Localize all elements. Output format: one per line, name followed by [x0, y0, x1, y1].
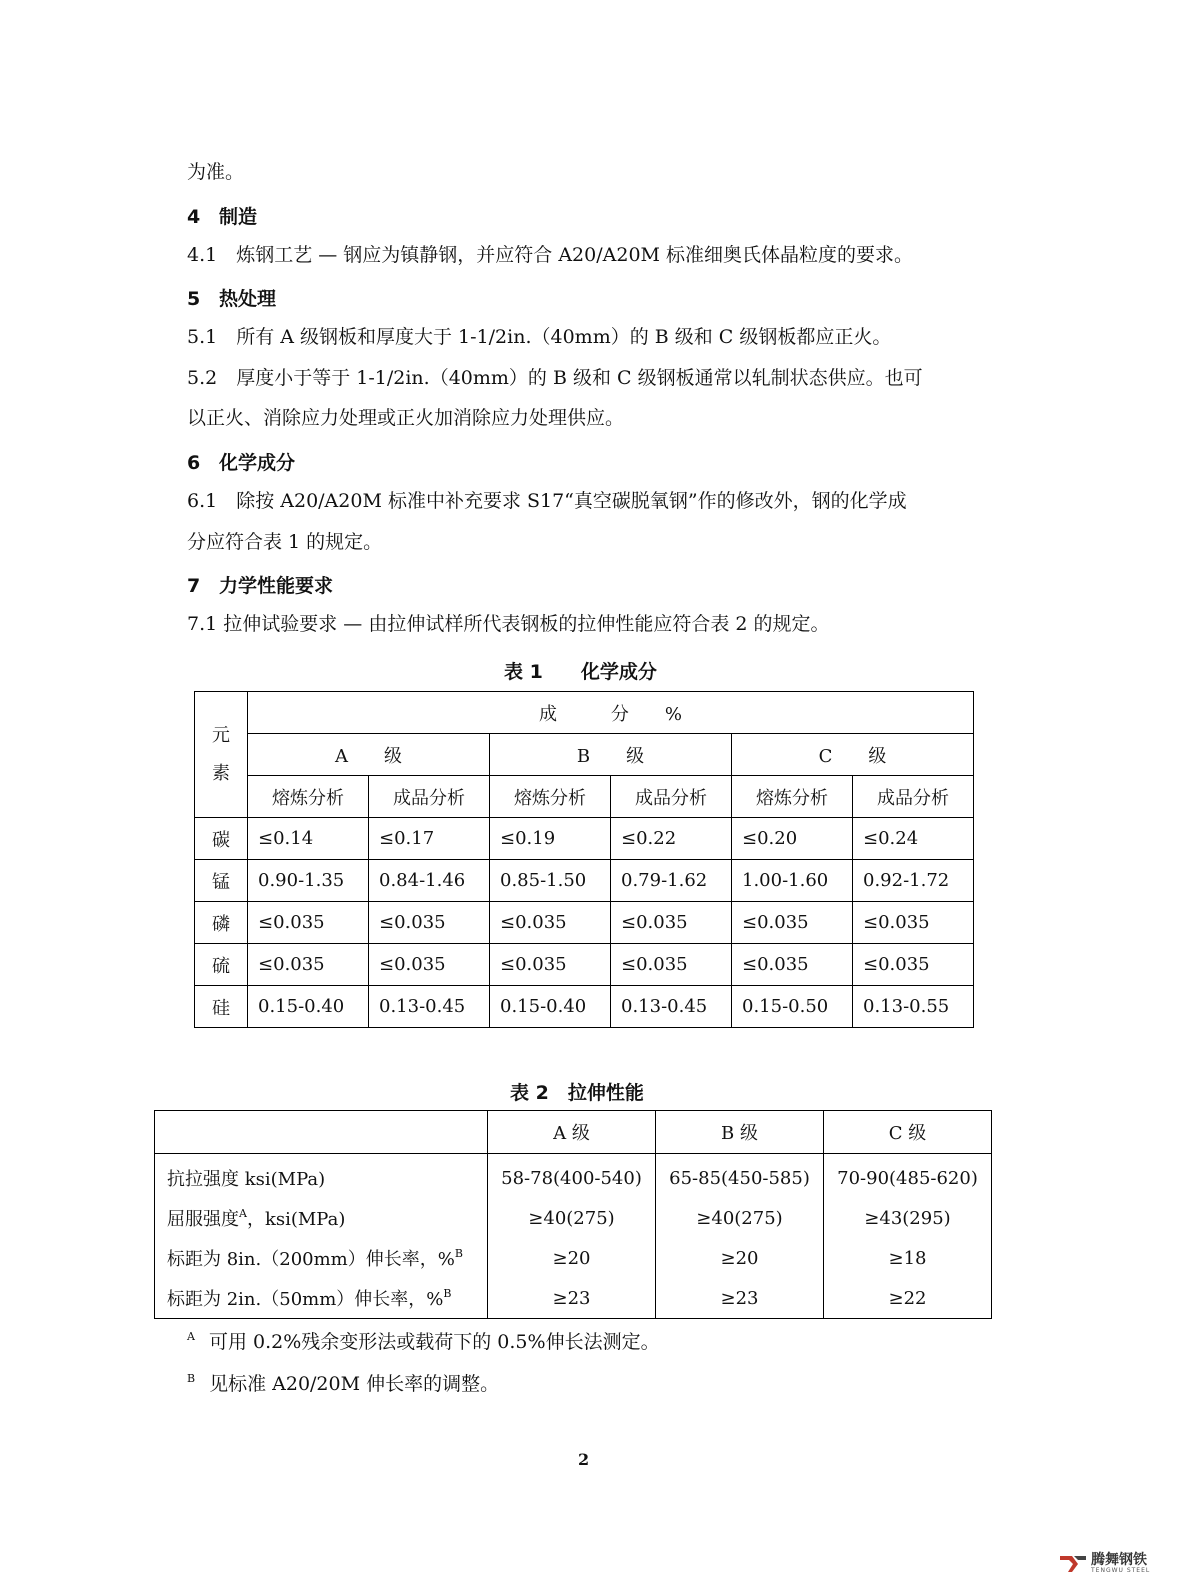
label-text: ，ksi(MPa)	[246, 1209, 346, 1230]
table-cell: ≥20	[488, 1238, 656, 1278]
table-cell: 65-85(450-585)	[656, 1154, 824, 1199]
heat-analysis-header: 熔炼分析	[248, 776, 369, 818]
product-analysis-header: 成品分析	[853, 776, 974, 818]
table-cell: ≤0.24	[853, 818, 974, 860]
table-cell: ≤0.035	[490, 944, 611, 986]
property-label	[155, 1198, 488, 1238]
logo-name: 腾舞钢铁	[1091, 1551, 1147, 1568]
table-cell: 0.90-1.35	[248, 860, 369, 902]
label-text: 标距为 2in.（50mm）伸长率，%	[167, 1289, 444, 1310]
section-title: 热处理	[219, 288, 277, 310]
grade-a-header: A 级	[488, 1111, 656, 1154]
section-number: 7	[187, 575, 201, 597]
table-cell: ≤0.035	[611, 944, 732, 986]
footnote-text: 见标准 A20/20M 伸长率的调整。	[209, 1373, 500, 1395]
table-cell: ≥20	[656, 1238, 824, 1278]
paragraph-5-2-line2: 以正火、消除应力处理或正火加消除应力处理供应。	[187, 407, 625, 429]
table-cell: ≤0.035	[853, 944, 974, 986]
table-header-empty	[155, 1111, 488, 1154]
table-cell: ≤0.14	[248, 818, 369, 860]
table-row	[195, 986, 974, 1028]
table-cell: ≥40(275)	[488, 1198, 656, 1238]
table-row	[195, 860, 974, 902]
table-cell: ≤0.035	[732, 944, 853, 986]
table-cell: ≤0.035	[611, 902, 732, 944]
table-cell: 0.15-0.50	[732, 986, 853, 1028]
table-cell: ≤0.17	[369, 818, 490, 860]
table-cell: ≤0.035	[732, 902, 853, 944]
table-cell: 1.00-1.60	[732, 860, 853, 902]
table-cell: 0.79-1.62	[611, 860, 732, 902]
heat-analysis-header: 熔炼分析	[732, 776, 853, 818]
table-cell: 0.84-1.46	[369, 860, 490, 902]
paragraph-6-1-line1: 6.1 除按 A20/A20M 标准中补充要求 S17“真空碳脱氧钢”作的修改外，钢的化学成	[187, 490, 907, 512]
table-cell: ≤0.035	[490, 902, 611, 944]
label-text: 标距为 8in.（200mm）伸长率，%	[167, 1249, 455, 1270]
footnote-marker: B	[454, 1247, 463, 1260]
composition-header: 成 分 %	[248, 692, 974, 734]
grade-b-header: B 级	[490, 734, 732, 776]
section-title: 化学成分	[219, 452, 296, 474]
product-analysis-header: 成品分析	[611, 776, 732, 818]
table-cell: 0.15-0.40	[490, 986, 611, 1028]
footnote-marker: A	[187, 1330, 195, 1343]
table-cell: ≤0.19	[490, 818, 611, 860]
table-row	[155, 1278, 992, 1319]
table-row	[195, 818, 974, 860]
label-text: 屈服强度	[167, 1209, 239, 1230]
company-logo	[1058, 1552, 1150, 1574]
page-number: 2	[578, 1450, 590, 1469]
grade-a-header: A 级	[248, 734, 490, 776]
table-cell: ≤0.22	[611, 818, 732, 860]
footnote-marker: B	[187, 1372, 196, 1385]
section-title: 制造	[219, 206, 258, 228]
footnote-marker: B	[443, 1287, 452, 1300]
table-cell: ≥23	[488, 1278, 656, 1319]
grade-b-header: B 级	[656, 1111, 824, 1154]
element-name: 硫	[195, 944, 248, 986]
table-cell: 0.13-0.45	[611, 986, 732, 1028]
table-cell: 0.13-0.55	[853, 986, 974, 1028]
table-cell: ≤0.035	[369, 944, 490, 986]
table2-caption: 表 2 拉伸性能	[510, 1082, 644, 1104]
section-number: 6	[187, 452, 201, 474]
paragraph-5-2-line1: 5.2 厚度小于等于 1-1/2in.（40mm）的 B 级和 C 级钢板通常以轧制状态供应。也可	[187, 367, 923, 389]
section-7-heading	[187, 571, 333, 598]
table-cell: 70-90(485-620)	[824, 1154, 992, 1199]
grade-c-header: C 级	[732, 734, 974, 776]
table-cell: ≤0.035	[248, 944, 369, 986]
paragraph-7-1: 7.1 拉伸试验要求 — 由拉伸试样所代表钢板的拉伸性能应符合表 2 的规定。	[187, 613, 830, 635]
table-row	[155, 1198, 992, 1238]
paragraph-6-1-line2: 分应符合表 1 的规定。	[187, 531, 383, 553]
table-cell: ≥18	[824, 1238, 992, 1278]
element-header: 元 素	[195, 692, 248, 818]
property-label	[155, 1238, 488, 1278]
table-row	[195, 944, 974, 986]
section-number: 4	[187, 206, 201, 228]
table-cell: ≤0.035	[248, 902, 369, 944]
grade-c-header: C 级	[824, 1111, 992, 1154]
table-cell: 0.85-1.50	[490, 860, 611, 902]
paragraph-4-1: 4.1 炼钢工艺 — 钢应为镇静钢，并应符合 A20/A20M 标准细奥氏体晶粒度的要求。	[187, 244, 914, 266]
table-cell: 0.15-0.40	[248, 986, 369, 1028]
table-row	[195, 902, 974, 944]
element-name: 碳	[195, 818, 248, 860]
section-title: 力学性能要求	[219, 575, 334, 597]
table1-caption: 表 1 化学成分	[504, 661, 657, 683]
property-label	[155, 1278, 488, 1319]
footnote-b	[187, 1369, 499, 1396]
footnote-text: 可用 0.2%残余变形法或载荷下的 0.5%伸长法测定。	[208, 1331, 660, 1353]
section-number: 5	[187, 288, 201, 310]
table-cell: ≥22	[824, 1278, 992, 1319]
chemical-composition-table	[194, 691, 974, 1028]
table-cell: ≤0.20	[732, 818, 853, 860]
tensile-properties-table	[154, 1110, 992, 1319]
logo-subtitle: TENGWU STEEL	[1091, 1566, 1151, 1574]
table-cell: ≥43(295)	[824, 1198, 992, 1238]
paragraph-5-1: 5.1 所有 A 级钢板和厚度大于 1-1/2in.（40mm）的 B 级和 C 级钢板都应正火。	[187, 326, 892, 348]
element-name: 硅	[195, 986, 248, 1028]
footnote-marker: A	[239, 1207, 247, 1220]
product-analysis-header: 成品分析	[369, 776, 490, 818]
table-cell: ≤0.035	[853, 902, 974, 944]
property-label: 抗拉强度 ksi(MPa)	[155, 1154, 488, 1199]
element-name: 锰	[195, 860, 248, 902]
table-cell: ≤0.035	[369, 902, 490, 944]
heat-analysis-header: 熔炼分析	[490, 776, 611, 818]
section-4-heading	[187, 202, 257, 229]
table-cell: ≥23	[656, 1278, 824, 1319]
table-cell: ≥40(275)	[656, 1198, 824, 1238]
table-row	[155, 1238, 992, 1278]
table-cell: 0.92-1.72	[853, 860, 974, 902]
table-cell: 0.13-0.45	[369, 986, 490, 1028]
element-name: 磷	[195, 902, 248, 944]
section-6-heading	[187, 448, 295, 475]
logo-icon	[1058, 1552, 1088, 1574]
footnote-a	[187, 1327, 660, 1354]
table-row	[155, 1154, 992, 1199]
table-cell: 58-78(400-540)	[488, 1154, 656, 1199]
paragraph-continuation: 为准。	[187, 161, 245, 183]
section-5-heading	[187, 284, 276, 311]
